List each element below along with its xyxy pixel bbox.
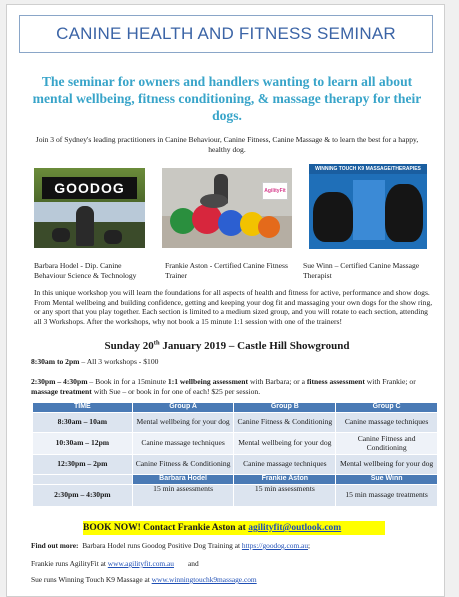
footer-line-agilityfit <box>31 559 441 568</box>
session-text: with Barbara; or a <box>248 377 307 386</box>
date-rest: January 2019 – Castle Hill Showground <box>159 340 350 352</box>
dog-figure <box>200 194 228 208</box>
table-cell-time: 12:30pm – 2pm <box>33 455 133 475</box>
date-prefix: Sunday 20 <box>104 340 154 352</box>
dog-figure <box>313 192 353 242</box>
footer-text: ; <box>308 541 311 550</box>
table-header-row <box>33 403 438 413</box>
table-cell: Canine massage techniques <box>132 433 234 455</box>
session-emphasis: fitness assessment <box>306 377 365 386</box>
table-cell: Mental wellbeing for your dog <box>132 413 234 433</box>
table-cell: 15 min assessments <box>234 485 336 507</box>
goodog-link[interactable]: https://goodog.com.au <box>241 541 309 550</box>
footer-line-goodog <box>31 541 441 550</box>
table-cell: 15 min assessments <box>132 485 234 507</box>
table-cell: Canine Fitness & Conditioning <box>132 455 234 475</box>
session-text: with Frankie; or <box>364 377 416 386</box>
footer-text: Frankie runs AgilityFit at <box>31 559 108 568</box>
winning-touch-link[interactable]: www.winningtouchk9massage.com <box>151 575 257 584</box>
table-cell-empty <box>33 475 133 485</box>
table-row <box>33 455 438 475</box>
table-cell: Canine massage techniques <box>234 455 336 475</box>
session-assessments <box>31 377 437 397</box>
trainer-header: Barbara Hodel <box>132 475 234 485</box>
table-cell-time: 2:30pm – 4:30pm <box>33 485 133 507</box>
caption-barbara: Barbara Hodel - Dip. Canine Behaviour Science & Technology <box>34 261 137 280</box>
session-workshops <box>31 357 431 367</box>
fitness-ball <box>258 216 280 238</box>
book-now-banner <box>83 521 385 535</box>
schedule-table <box>32 402 438 507</box>
table-cell: 15 min massage treatments <box>336 485 438 507</box>
trainer-header: Frankie Aston <box>234 475 336 485</box>
table-row <box>33 485 438 507</box>
session-text: with Sue – or book in for one of each! $25 per session. <box>91 386 261 396</box>
session-emphasis: 1:1 wellbeing assessment <box>167 377 249 386</box>
table-header: Group A <box>132 403 234 413</box>
trainer-header-row <box>33 475 438 485</box>
flyer-page <box>6 4 445 597</box>
table-cell-time: 8:30am – 10am <box>33 413 133 433</box>
photo-sue-winn <box>309 164 427 249</box>
footer-text: and <box>188 559 199 568</box>
table-cell-time: 10:30am – 12pm <box>33 433 133 455</box>
subtitle: The seminar for owners and handlers wanting to learn all about mental wellbeing, fitness conditioning, & massage therapy for their dogs. <box>32 74 422 123</box>
winning-touch-banner: WINNING TOUCH K9 MASSAGE/THERAPIES <box>309 164 427 174</box>
session-text: – All 3 workshops - $100 <box>79 357 159 366</box>
footer-line-winning-touch <box>31 575 441 584</box>
event-date <box>27 339 427 353</box>
person-figure <box>76 206 94 246</box>
session-emphasis: massage treatment <box>31 386 92 396</box>
table-header: Group C <box>336 403 438 413</box>
footer-text: Barbara Hodel runs Goodog Positive Dog Training at <box>82 541 242 550</box>
footer-label: Find out more: <box>31 541 79 550</box>
table-cell: Canine massage techniques <box>336 413 438 433</box>
title-box <box>19 15 433 53</box>
dog-figure <box>104 230 122 244</box>
table-header: Group B <box>234 403 336 413</box>
book-now-text: BOOK NOW! Contact Frankie Aston at <box>83 523 249 533</box>
goodog-logo: GOODOG <box>42 177 137 199</box>
table-cell: Mental wellbeing for your dog <box>234 433 336 455</box>
agilityfit-link[interactable]: www.agilityfit.com.au <box>107 559 175 568</box>
dog-figure <box>385 184 423 242</box>
trainer-header: Sue Winn <box>336 475 438 485</box>
table-cell: Canine Fitness and Conditioning <box>336 433 438 455</box>
caption-frankie: Frankie Aston - Certified Canine Fitness Trainer <box>165 261 288 280</box>
session-time: 8:30am to 2pm <box>31 357 80 366</box>
body-paragraph: In this unique workshop you will learn the foundations for all aspects of health and fitness for active, performance and show dogs. From Mental wellbeing and building confidence, getting and keeping your dog fit and massaging your own dogs for the show ring, or any sport that you play together. Each section is limited to a medium sized group, and you will rotate to each section, attending all 3 Workshops. After the workshops, why not book a 15 minute 1:1 session with one of the trainers! <box>34 288 433 326</box>
agilityfit-logo: AgilityFit <box>262 182 288 200</box>
page-title: CANINE HEALTH AND FITNESS SEMINAR <box>56 24 396 43</box>
date-suffix: th <box>153 339 160 347</box>
intro-text: Join 3 of Sydney's leading practitioners in Canine Behaviour, Canine Fitness, Canine Massage & to learn the best for a happy, healthy dog. <box>35 135 419 154</box>
photo-barbara-hodel <box>34 168 145 248</box>
footer-text: Sue runs Winning Touch K9 Massage at <box>31 575 152 584</box>
table-cell: Mental wellbeing for your dog <box>336 455 438 475</box>
table-header: TIME <box>33 403 133 413</box>
session-time: 2:30pm – 4:30pm <box>31 377 88 386</box>
caption-sue: Sue Winn – Certified Canine Massage Therapist <box>303 261 420 280</box>
table-cell: Canine Fitness & Conditioning <box>234 413 336 433</box>
flyer-text-panel <box>353 180 385 240</box>
table-row <box>33 413 438 433</box>
booking-email-link[interactable]: agilityfit@outlook.com <box>248 523 342 533</box>
photo-frankie-aston <box>162 168 292 248</box>
dog-figure <box>52 228 70 242</box>
session-text: – Book in for a 15minute <box>87 377 168 386</box>
table-row <box>33 433 438 455</box>
